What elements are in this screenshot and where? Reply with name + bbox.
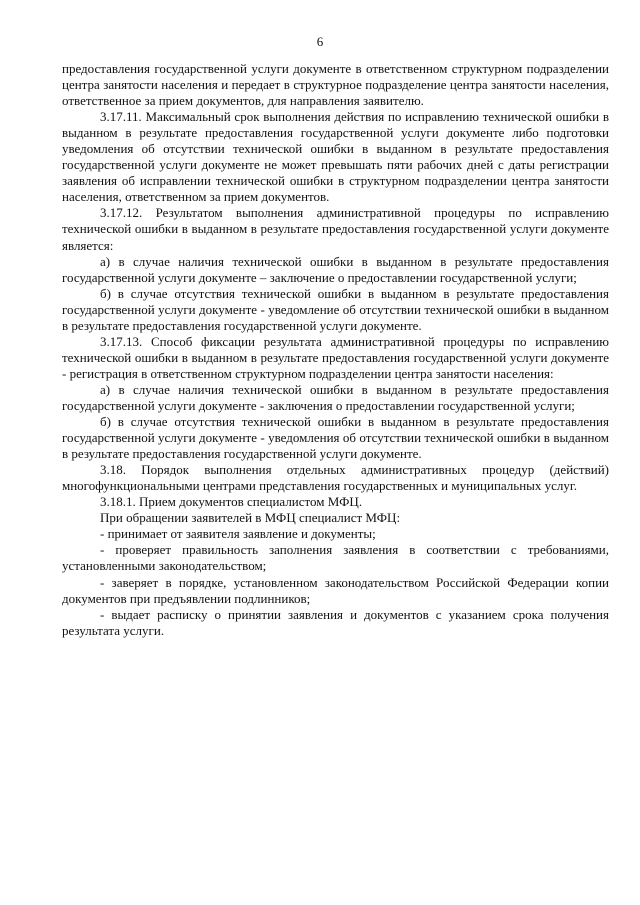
paragraph-3-17-12-b: б) в случае отсутствия технической ошибки в выданном в результате предоставления государственной услуги документе - уведомление об отсутствии технической ошибки в выданном в результате предоставления государственной услуги документе. — [62, 285, 609, 333]
list-item-issues-receipt: - выдает расписку о принятии заявления и документов с указанием срока получения результата услуги. — [62, 606, 609, 638]
paragraph-3-17-12-a: а) в случае наличия технической ошибки в выданном в результате предоставления государственной услуги документе – заключение о предоставлении государственной услуги; — [62, 253, 609, 285]
paragraph-3-17-13-b: б) в случае отсутствия технической ошибки в выданном в результате предоставления государственной услуги документе - уведомления об отсутствии технической ошибки в выданном в результате предоставления государственной услуги документе. — [62, 414, 609, 462]
document-body — [62, 61, 609, 639]
list-item-checks: - проверяет правильность заполнения заявления в соответствии с требованиями, установленными законодательством; — [62, 542, 609, 574]
paragraph-3-18: 3.18. Порядок выполнения отдельных административных процедур (действий) многофункциональными центрами представления государственных и муниципальных услуг. — [62, 462, 609, 494]
list-item-certifies: - заверяет в порядке, установленном законодательством Российской Федерации копии документов при предъявлении подлинников; — [62, 574, 609, 606]
paragraph-3-17-13-a: а) в случае наличия технической ошибки в выданном в результате предоставления государственной услуги документе - заключения о предоставлении государственной услуги; — [62, 381, 609, 413]
paragraph-3-17-12: 3.17.12. Результатом выполнения административной процедуры по исправлению технической ошибки в выданном в результате предоставления государственной услуги документе является: — [62, 205, 609, 253]
paragraph-mfc-intro: При обращении заявителей в МФЦ специалист МФЦ: — [100, 510, 401, 526]
page-number: 6 — [316, 34, 324, 49]
list-item-accepts: - принимает от заявителя заявление и документы; — [100, 526, 376, 542]
paragraph-3-17-11: 3.17.11. Максимальный срок выполнения действия по исправлению технической ошибки в выданном в результате предоставления государственной услуги документе либо подготовки уведомления об отсутствии технической ошибки в выданном в результате предоставления государственной услуги документе не может превышать пяти рабочих дней с даты регистрации заявления об исправлении технической ошибки в структурном подразделении центра занятости населения, ответственном за прием документов. — [62, 109, 609, 205]
paragraph-3-18-1: 3.18.1. Прием документов специалистом МФЦ. — [100, 494, 363, 510]
paragraph-3-17-13: 3.17.13. Способ фиксации результата административной процедуры по исправлению технической ошибки в выданном в результате предоставления государственной услуги документе - регистрация в ответственном структурном подразделении центра занятости населения: — [62, 333, 609, 381]
paragraph-continuation: предоставления государственной услуги документе в ответственном структурном подразделении центра занятости населения и передает в структурное подразделение центра занятости населения, ответственное за прием документов, для направления заявителю. — [62, 61, 609, 109]
